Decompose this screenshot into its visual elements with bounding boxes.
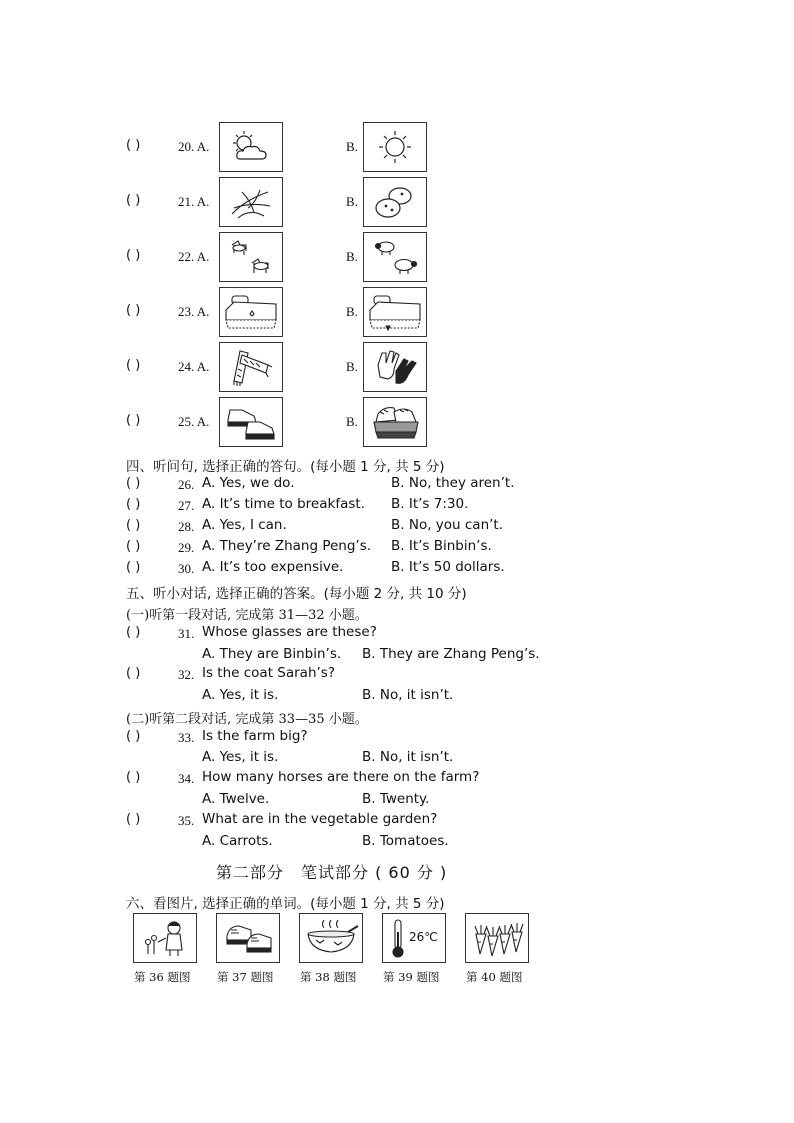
question-number: 26.	[178, 477, 195, 492]
option-a: A. They are Binbin’s.	[202, 646, 342, 662]
question-text: Is the farm big?	[202, 728, 308, 744]
sneakers-icon	[363, 397, 427, 447]
horses-icon	[219, 232, 283, 282]
answer-paren[interactable]: ( )	[126, 138, 141, 153]
option-b-label: B.	[346, 139, 358, 154]
option-a: A. Carrots.	[202, 833, 273, 849]
option-b: B. No, it isn’t.	[362, 749, 454, 765]
section-4-heading: 四、听问句, 选择正确的答句。(每小题 1 分, 共 5 分)	[126, 459, 445, 475]
option-a: A. Twelve.	[202, 791, 270, 807]
shoes-icon	[219, 397, 283, 447]
option-b: B. They are Zhang Peng’s.	[362, 646, 540, 662]
bed-icon	[219, 287, 283, 337]
answer-paren[interactable]: ( )	[126, 358, 141, 373]
answer-paren[interactable]: ( )	[126, 625, 141, 640]
option-b: B. No, you can’t.	[391, 517, 504, 533]
answer-paren[interactable]: ( )	[126, 303, 141, 318]
question-number: 28.	[178, 519, 195, 534]
answer-paren[interactable]: ( )	[126, 729, 141, 744]
answer-paren[interactable]: ( )	[126, 770, 141, 785]
gloves-icon	[363, 342, 427, 392]
option-b: B. Tomatoes.	[362, 833, 449, 849]
figure-caption: 第 38 题图	[300, 970, 357, 984]
scarf-icon	[219, 342, 283, 392]
dialogue-1-instruction: (一)听第一段对话, 完成第 31—32 小题。	[126, 608, 368, 623]
option-a: A. Yes, I can.	[202, 517, 287, 533]
question-number: 23. A.	[178, 304, 210, 319]
option-a: A. Yes, we do.	[202, 475, 295, 491]
option-a: A. It’s time to breakfast.	[202, 496, 365, 512]
option-b: B. No, it isn’t.	[362, 687, 454, 703]
option-b-label: B.	[346, 304, 358, 319]
option-b-label: B.	[346, 414, 358, 429]
sun-cloud-icon	[219, 122, 283, 172]
answer-paren[interactable]: ( )	[126, 476, 141, 491]
green-beans-icon	[219, 177, 283, 227]
section-6-heading: 六、看图片, 选择正确的单词。(每小题 1 分, 共 5 分)	[126, 896, 445, 912]
part-2-title: 第二部分 笔试部分 ( 60 分 )	[216, 863, 448, 882]
question-number: 34.	[178, 771, 195, 786]
option-b: B. No, they aren’t.	[391, 475, 515, 491]
option-b: B. Twenty.	[362, 791, 430, 807]
question-number: 20. A.	[178, 139, 210, 154]
answer-paren[interactable]: ( )	[126, 413, 141, 428]
option-a: A. Yes, it is.	[202, 687, 279, 703]
question-number: 33.	[178, 730, 195, 745]
question-text: How many horses are there on the farm?	[202, 769, 480, 785]
thermometer-icon	[382, 913, 446, 963]
option-a: A. They’re Zhang Peng’s.	[202, 538, 372, 554]
bed-icon	[363, 287, 427, 337]
answer-paren[interactable]: ( )	[126, 193, 141, 208]
figure-caption: 第 36 题图	[134, 970, 191, 984]
figure-caption: 第 39 题图	[383, 970, 440, 984]
question-number: 24. A.	[178, 359, 210, 374]
option-b: B. It’s Binbin’s.	[391, 538, 492, 554]
question-number: 32.	[178, 667, 195, 682]
question-number: 30.	[178, 561, 195, 576]
option-a: A. Yes, it is.	[202, 749, 279, 765]
option-b-label: B.	[346, 359, 358, 374]
answer-paren[interactable]: ( )	[126, 539, 141, 554]
question-number: 21. A.	[178, 194, 210, 209]
option-b: B. It’s 7:30.	[391, 496, 469, 512]
temperature-label: 26℃	[409, 930, 438, 944]
answer-paren[interactable]: ( )	[126, 497, 141, 512]
answer-paren[interactable]: ( )	[126, 560, 141, 575]
question-number: 29.	[178, 540, 195, 555]
carrots-icon	[465, 913, 529, 963]
figure-caption: 第 40 题图	[466, 970, 523, 984]
figure-caption: 第 37 题图	[217, 970, 274, 984]
option-b-label: B.	[346, 194, 358, 209]
answer-paren[interactable]: ( )	[126, 248, 141, 263]
question-number: 35.	[178, 813, 195, 828]
answer-paren[interactable]: ( )	[126, 812, 141, 827]
question-text: Is the coat Sarah’s?	[202, 665, 336, 681]
potatoes-icon	[363, 177, 427, 227]
hot-soup-icon	[299, 913, 363, 963]
section-5-heading: 五、听小对话, 选择正确的答案。(每小题 2 分, 共 10 分)	[126, 586, 467, 602]
option-b: B. It’s 50 dollars.	[391, 559, 505, 575]
sheep-icon	[363, 232, 427, 282]
shoes-icon	[216, 913, 280, 963]
question-number: 31.	[178, 626, 195, 641]
option-b-label: B.	[346, 249, 358, 264]
answer-paren[interactable]: ( )	[126, 518, 141, 533]
answer-paren[interactable]: ( )	[126, 666, 141, 681]
girl-watering-flowers-icon	[133, 913, 197, 963]
question-number: 27.	[178, 498, 195, 513]
question-text: What are in the vegetable garden?	[202, 811, 438, 827]
sun-icon	[363, 122, 427, 172]
option-a: A. It’s too expensive.	[202, 559, 344, 575]
dialogue-2-instruction: (二)听第二段对话, 完成第 33—35 小题。	[126, 712, 368, 727]
question-number: 25. A.	[178, 414, 210, 429]
question-text: Whose glasses are these?	[202, 624, 377, 640]
question-number: 22. A.	[178, 249, 210, 264]
